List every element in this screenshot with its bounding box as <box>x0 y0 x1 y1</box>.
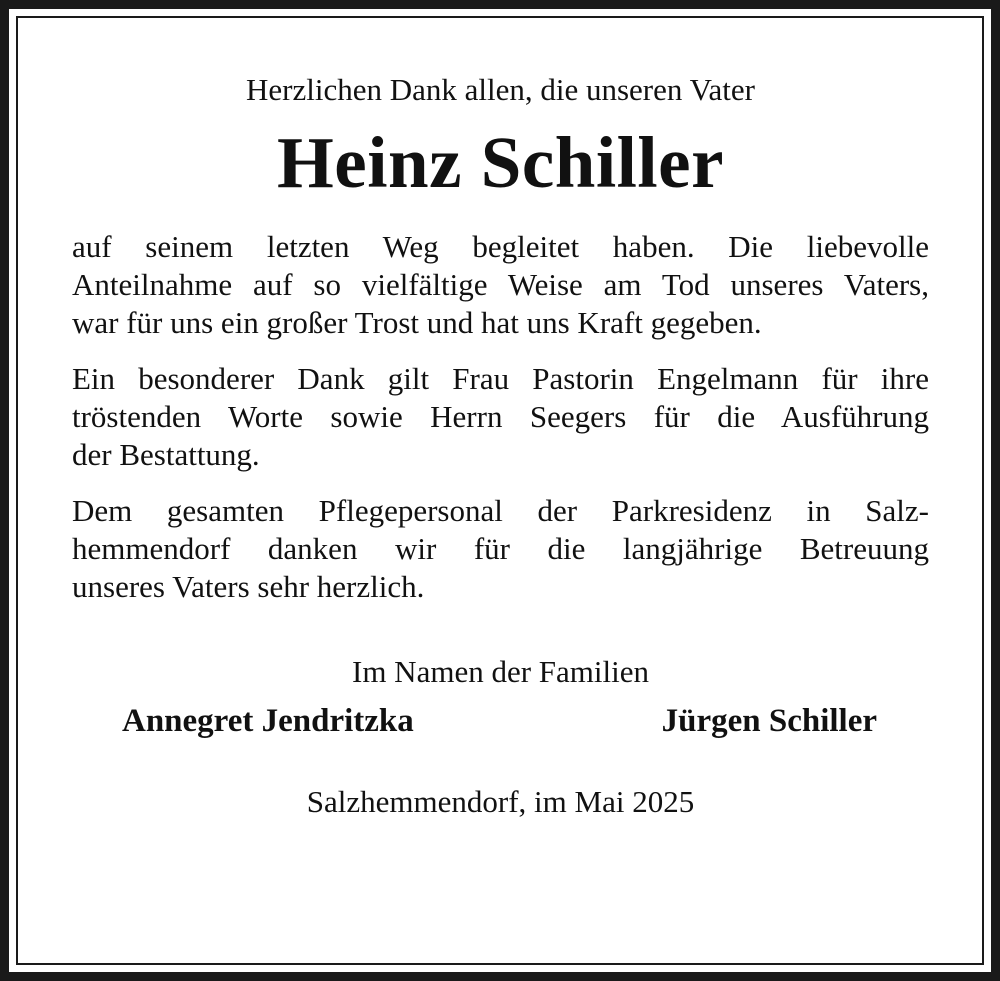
paragraph-line: tröstenden Worte sowie Herrn Seegers für die Ausführung <box>72 399 929 434</box>
paragraph-line: hemmendorf danken wir für die langjährige Betreuung <box>72 531 929 566</box>
signers <box>72 698 929 744</box>
intro-text: Herzlichen Dank allen, die unseren Vater <box>246 72 755 107</box>
signer-name: Jürgen Schiller <box>661 703 877 739</box>
paragraph-line: der Bestattung. <box>72 437 260 472</box>
paragraph-line: war für uns ein großer Trost und hat uns Kraft gegeben. <box>72 305 762 340</box>
paragraph-line: unseres Vaters sehr herzlich. <box>72 569 425 604</box>
paragraph-line: Anteilnahme auf so vielfältige Weise am Tod unseres Vaters, <box>72 267 929 302</box>
paragraph-thanks-pastor <box>72 360 929 474</box>
paragraph-line: Dem gesamten Pflegepersonal der Parkresidenz in Salz- <box>72 493 929 528</box>
place-date: Salzhemmendorf, im Mai 2025 <box>306 784 695 819</box>
deceased-name: Heinz Schiller <box>277 122 724 203</box>
obituary-notice <box>72 66 929 822</box>
signer-name: Annegret Jendritzka <box>122 703 414 739</box>
paragraph-line: auf seinem letzten Weg begleitet haben. Die liebevolle <box>72 229 929 264</box>
paragraph-line: Ein besonderer Dank gilt Frau Pastorin Engelmann für ihre <box>72 361 929 396</box>
paragraph-condolence <box>72 228 929 342</box>
family-label: Im Namen der Familien <box>352 654 649 689</box>
paragraph-thanks-care <box>72 492 929 606</box>
